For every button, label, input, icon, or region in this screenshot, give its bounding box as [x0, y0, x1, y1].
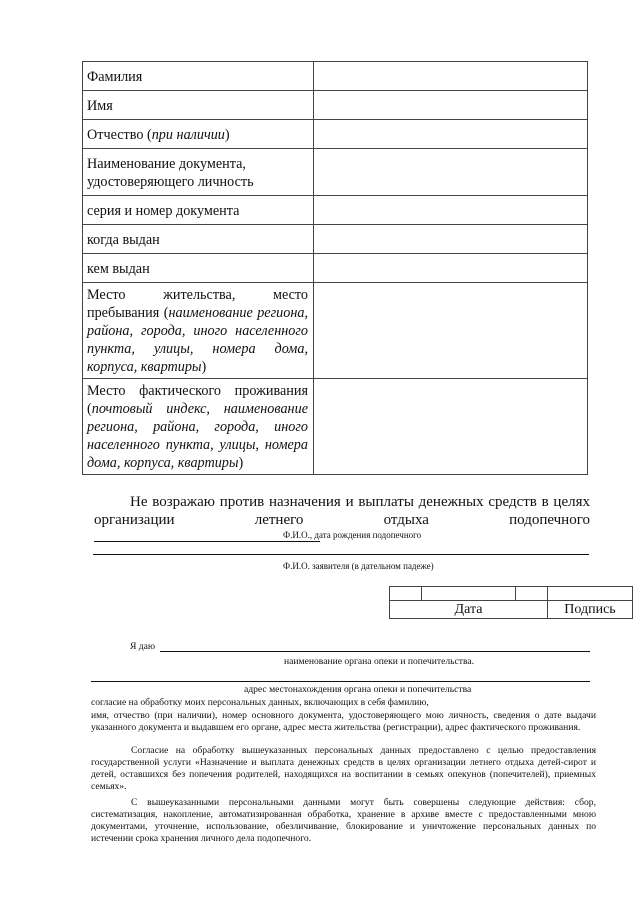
signature-table [389, 586, 633, 619]
give-prefix: Я даю [130, 641, 156, 652]
residence-label: Место жительства, место пребывания ( [87, 287, 308, 321]
issued-by-field[interactable] [314, 254, 588, 283]
table-row [83, 254, 588, 283]
table-row [83, 149, 588, 196]
issue-date-field[interactable] [314, 225, 588, 254]
table-row [83, 196, 588, 225]
doc-number-field[interactable] [314, 196, 588, 225]
row-label-issue-date: когда выдан [83, 225, 314, 254]
sign-label: Подпись [548, 601, 633, 619]
table-row [83, 225, 588, 254]
actual-address-label-end: ) [238, 455, 244, 471]
row-label-patronymic [83, 120, 314, 149]
row-label-issued-by: кем выдан [83, 254, 314, 283]
doc-name-line1: Наименование документа, [87, 155, 246, 172]
address-caption: адрес местонахождения органа опеки и попечительства [244, 684, 472, 695]
org-address-line[interactable] [91, 681, 590, 682]
patronymic-label-end: ) [224, 126, 230, 143]
consent-text: Не возражаю против назначения и выплаты денежных средств в целях организации летнего отдыха подопечного [94, 494, 590, 528]
residence-field[interactable] [314, 283, 588, 379]
patronymic-field[interactable] [314, 120, 588, 149]
row-label-doc-number: серия и номер документа [83, 196, 314, 225]
table-row [83, 120, 588, 149]
consent-para-2: имя, отчество (при наличии), номер основного документа, удостоверяющего мою личность, сведения о дате выдачи указанного документа и выдавшем его органе, адрес места жительства (регистрации), адрес фактического проживания. [91, 710, 596, 733]
doc-name-field[interactable] [314, 149, 588, 196]
org-name-line[interactable] [160, 651, 590, 652]
residence-italic: наименование региона, района, города, иного населенного пункта, улицы, номера дома, корпуса, квартиры [87, 305, 309, 375]
sig-cell-sign-top[interactable] [548, 587, 633, 601]
patronymic-italic: при наличии [151, 126, 225, 143]
applicant-caption: Ф.И.О. заявителя (в дательном падеже) [283, 561, 434, 571]
sig-cell-blank [390, 587, 422, 601]
row-label-name: Имя [83, 91, 314, 120]
table-row [83, 379, 588, 475]
ward-caption: Ф.И.О., дата рождения подопечного [283, 530, 422, 540]
actual-address-italic: почтовый индекс, наименование региона, района, города, иного населенного пункта, улицы, номера дома, корпуса, квартиры [87, 401, 308, 471]
residence-label-end: ) [201, 359, 207, 375]
table-row [83, 283, 588, 379]
surname-field[interactable] [314, 62, 588, 91]
applicant-name-line[interactable] [93, 554, 589, 555]
consent-para-4: С вышеуказанными персональными данными могут быть совершены следующие действия: сбор, систематизация, накопление, автоматизированная обработка, хранение в архиве вместе с предоставленными мною документами, уточнение, использование, обезличивание, блокирование и уничтожение персональных данных по истечении срока хранения личного дела подопечного. [91, 797, 596, 844]
row-label-residence [83, 283, 314, 379]
consent-para-1: согласие на обработку моих персональных данных, включающих в себя фамилию, [91, 697, 429, 708]
name-field[interactable] [314, 91, 588, 120]
sig-cell-blank [516, 587, 548, 601]
org-caption: наименование органа опеки и попечительства. [284, 656, 475, 667]
row-label-doc-name [83, 149, 314, 196]
date-label: Дата [390, 601, 548, 619]
actual-address-label: Место фактического проживания ( [87, 383, 308, 417]
patronymic-label: Отчество ( [87, 126, 152, 143]
row-label-surname: Фамилия [83, 62, 314, 91]
personal-data-table [82, 61, 588, 475]
doc-name-line2: удостоверяющего личность [87, 173, 254, 190]
consent-para-3: Согласие на обработку вышеуказанных персональных данных предоставлено с целью предоставления государственной услуги «Назначение и выплата денежных средств в целях организации летнего отдыха детей-сирот и детей, оставшихся без попечения родителей, находящихся на воспитании в семьях опекунов (попечителей), приемных семьях». [91, 745, 596, 792]
row-label-actual-address [83, 379, 314, 475]
table-row [83, 62, 588, 91]
table-row [83, 91, 588, 120]
actual-address-field[interactable] [314, 379, 588, 475]
sig-cell-date-top[interactable] [422, 587, 516, 601]
